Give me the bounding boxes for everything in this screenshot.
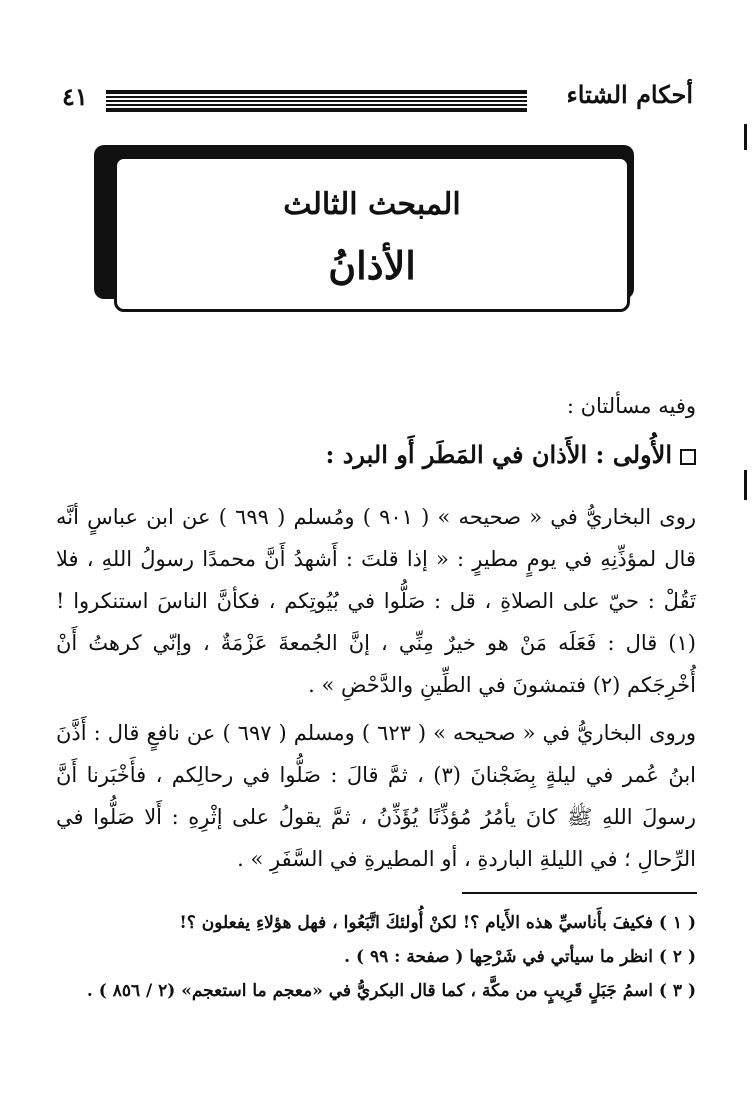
paragraph-1: روى البخاريُّ في « صحيحه » ( ٩٠١ ) ومُسلم ( ٦٩٩ ) عن ابن عباسٍ أنَّه قال لمؤذِّنِهِ في يومٍ مطيرٍ : « إذا قلتَ : أَشهدُ أَنَّ محمدًا رسولُ اللهِ ، فلا تَقُلْ : حيّ على الصلاةِ ، قل : صَلُّوا في بُيُوتِكم ، فكأنَّ الناسَ استنكروا ! (١) قال : فَعَلَه مَنْ هو خيرٌ مِنِّي ، إنَّ الجُمعةَ عَزْمَةٌ ، وإنّي كرهتُ أَنْ أُخْرِجَكم (٢) فتمشونَ في الطِّينِ والدَّحْضِ » . xyxy=(56,505,696,697)
page-edge-mark xyxy=(744,470,747,500)
footnote-1: ( ١ ) فكيفَ بأَناسيِّ هذه الأَيام ؟! لكنْ أُولئكَ اتَّبَعُوا ، فهل هؤلاءِ يفعلون ؟! xyxy=(179,913,696,933)
subheading xyxy=(56,440,696,469)
page-edge-mark xyxy=(744,124,747,150)
square-bullet-icon xyxy=(680,449,696,465)
running-title: أحكام الشتاء xyxy=(566,80,693,109)
section-number: المبحث الثالث xyxy=(283,187,461,222)
subheading-text: الأُولى : الأَذان في المَطَر أَو البرد : xyxy=(325,440,672,469)
page-number: ٤١ xyxy=(62,82,88,111)
footnote-2: ( ٢ ) انظر ما سيأتي في شَرْحِها ( صفحة : ٩٩ ) . xyxy=(344,947,696,967)
section-title: الأذانُ xyxy=(328,243,416,288)
footnotes xyxy=(46,906,696,1008)
header-rule xyxy=(106,90,527,112)
intro-line: وفيه مسألتان : xyxy=(566,394,696,418)
running-header xyxy=(38,80,693,116)
paragraph-2: وروى البخاريُّ في « صحيحه » ( ٦٢٣ ) ومسلم ( ٦٩٧ ) عن نافعٍ قال : أَذَّنَ ابنُ عُمر في ليلةٍ بِضَجْنانَ (٣) ، ثمَّ قالَ : صَلُّوا في رحالِكم ، فأَخْبَرنا أَنَّ رسولَ اللهِ ﷺ كانَ يأمُرُ مُؤذِّنًا يُؤَذِّنُ ، ثمَّ يقولُ على إثْرِهِ : أَلا صَلُّوا في الرِّحالِ ؛ في الليلةِ الباردةِ ، أو المطيرةِ في السَّفَرِ » . xyxy=(56,721,697,871)
footnote-separator xyxy=(462,892,697,894)
footnote-3: ( ٣ ) اسمُ جَبَلٍ قَرِيبٍ من مكَّة ، كما قال البكريُّ في «معجم ما استعجم» (٢ / ٨٥٦ ) . xyxy=(86,981,696,1001)
section-title-box xyxy=(114,156,630,312)
